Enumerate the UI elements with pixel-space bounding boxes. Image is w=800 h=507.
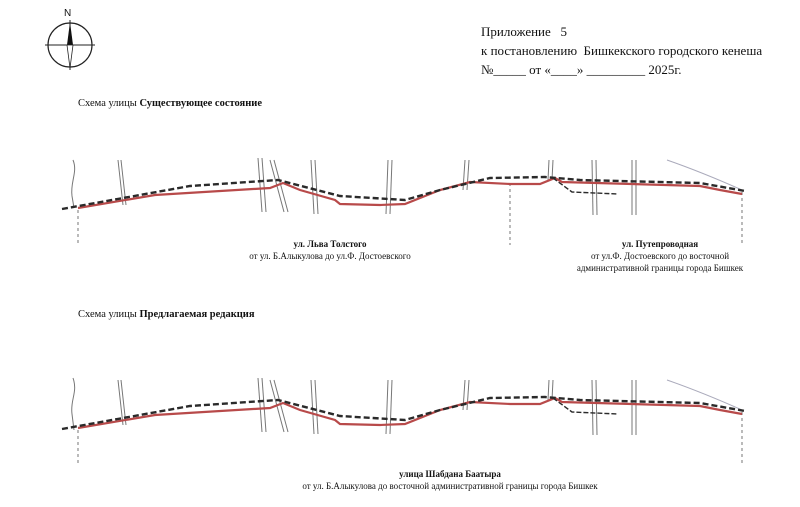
street-extent-shabdan-baatyr: от ул. Б.Алыкулова до восточной административной границы города Бишкек [302,481,598,491]
street-label-shabdan-baatyr [260,468,640,492]
street-name-puteprovodnaya: ул. Путепроводная [621,239,699,249]
compass-north-label: N [64,8,72,19]
scheme-proposed-title-bold: Предлагаемая редакция [139,309,255,320]
scheme-proposed-title: Схема улицы Предлагаемая редакция [78,309,255,320]
appendix-line-1: Приложение 5 [481,24,568,39]
appendix-line-2: к постановлению Бишкекского городского кенеша [481,43,763,58]
street-name-shabdan-baatyr: улица Шабдана Баатыра [399,469,501,479]
appendix-line-3: №_____ от «____» _________ 2025г. [481,62,682,77]
scheme-existing-title: Схема улицы Существующее состояние [78,98,262,109]
scheme-existing-title-bold: Существующее состояние [139,98,262,109]
street-extent-puteprovodnaya-1: от ул.Ф. Достоевского до восточной [590,251,730,261]
street-extent-tolstoy: от ул. Б.Алыкулова до ул.Ф. Достоевского [249,251,411,261]
street-name-tolstoy: ул. Льва Толстого [293,239,367,249]
street-extent-puteprovodnaya-2: административной границы города Бишкек [576,263,744,273]
